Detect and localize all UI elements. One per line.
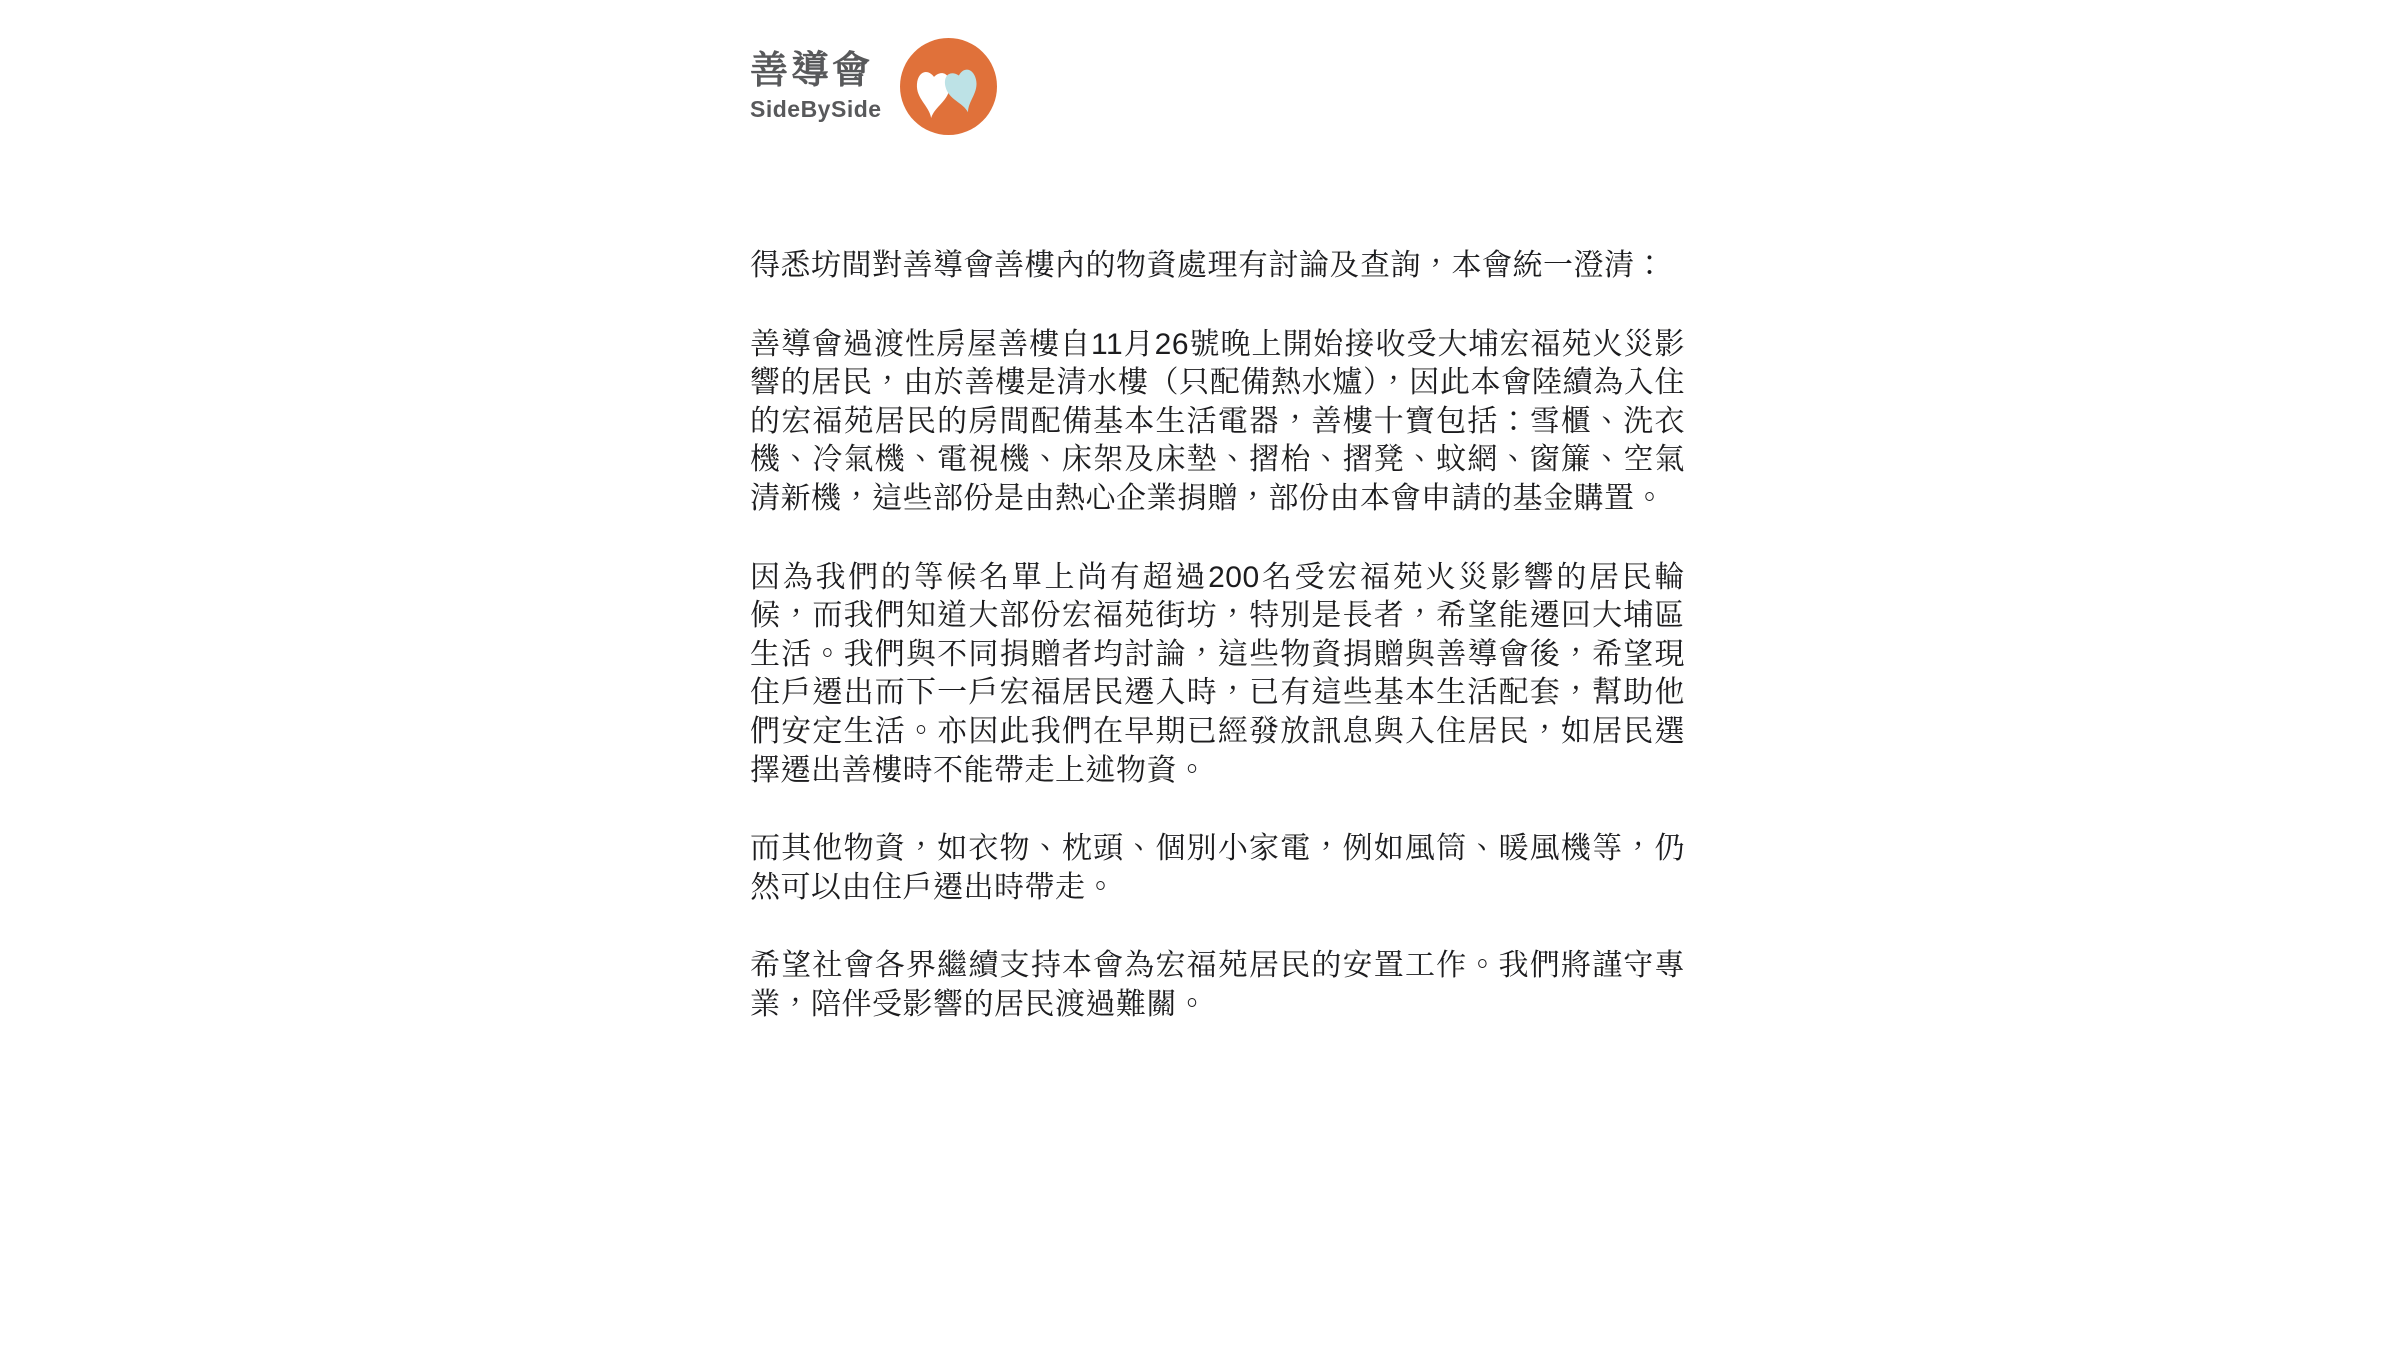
sidebyside-hearts-logo-icon [900, 38, 997, 135]
logo-text-block [750, 49, 882, 122]
statement-intro: 得悉坊間對善導會善樓內的物資處理有討論及查詢，本會統一澄清： [750, 249, 1665, 282]
org-logo [750, 38, 1685, 135]
statement-paragraph: 善導會過渡性房屋善樓自11月26號晚上開始接收受大埔宏福苑火災影響的居民，由於善樓是清水樓（只配備熱水爐），因此本會陸續為入住的宏福苑居民的房間配備基本生活電器，善樓十寶包括：雪櫃、洗衣機、冷氣機、電視機、床架及床墊、摺枱、摺凳、蚊網、窗簾、空氣清新機，這些部份是由熱心企業捐贈，部份由本會申請的基金購置。 [750, 327, 1685, 515]
statement-paragraphs [750, 326, 1685, 1025]
statement-paragraph: 因為我們的等候名單上尚有超過200名受宏福苑火災影響的居民輪候，而我們知道大部份宏福苑街坊，特別是長者，希望能遷回大埔區生活。我們與不同捐贈者均討論，這些物資捐贈與善導會後，希望現住戶遷出而下一戶宏福居民遷入時，已有這些基本生活配套，幫助他們安定生活。亦因此我們在早期已經發放訊息與入住居民，如居民選擇遷出善樓時不能帶走上述物資。 [750, 560, 1685, 787]
statement-paragraph: 而其他物資，如衣物、枕頭、個別小家電，例如風筒、暖風機等，仍然可以由住戶遷出時帶走。 [750, 832, 1685, 904]
logo-org-name-zh: 善導會 [750, 49, 874, 92]
logo-org-name-en: SideBySide [750, 95, 882, 122]
content-column [750, 38, 1685, 1065]
statement-paragraph: 希望社會各界繼續支持本會為宏福苑居民的安置工作。我們將謹守專業，陪伴受影響的居民渡過難關。 [750, 949, 1685, 1021]
statement-body [750, 247, 1685, 1025]
